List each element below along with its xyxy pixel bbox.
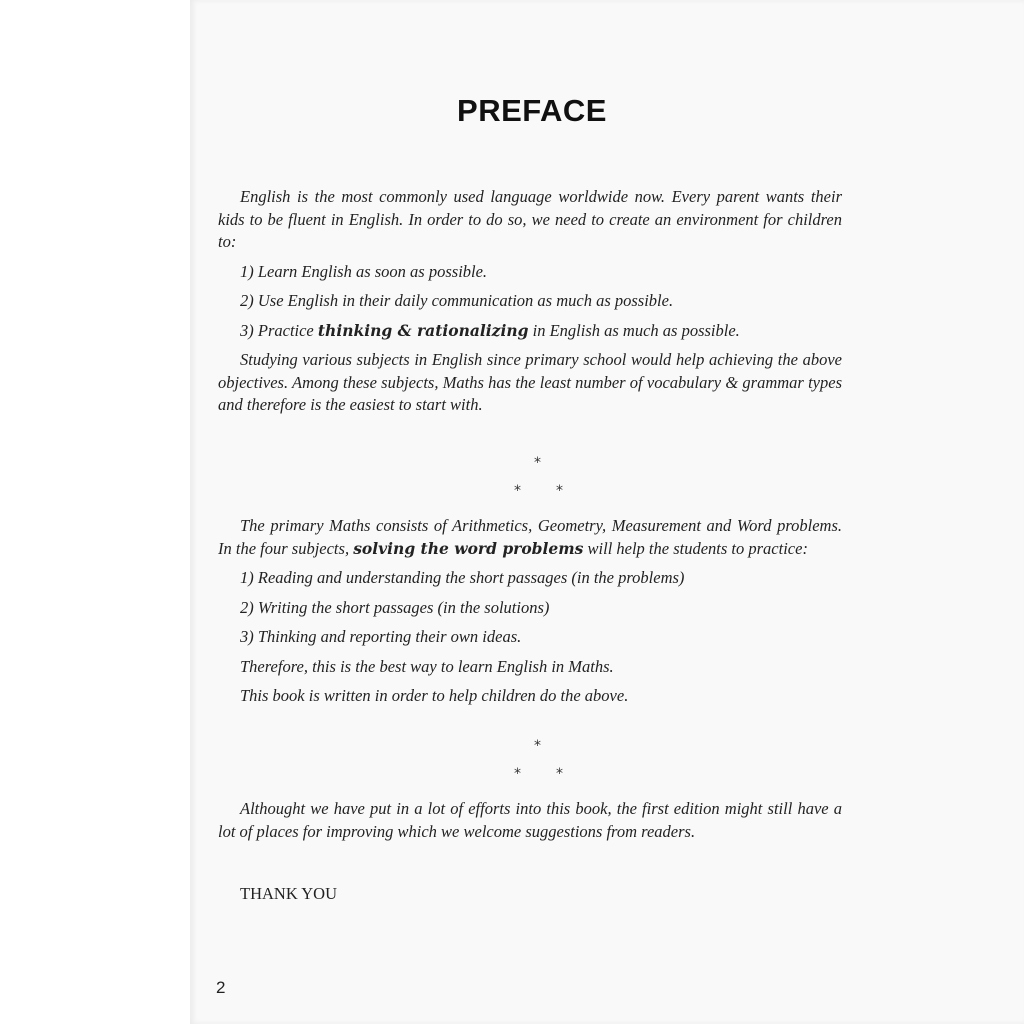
- list2-item-3: 3) Thinking and reporting their own ideas.: [240, 627, 522, 646]
- paragraph-3: The primary Maths consists of Arithmetics, Geometry, Measurement and Word problems. In the four subjects, solving the word problems will help the students to practice:: [218, 516, 842, 558]
- section-separator-2: * * *: [514, 738, 563, 782]
- list1-item-2: 2) Use English in their daily communication as much as possible.: [240, 291, 674, 310]
- paragraph-6: Althought we have put in a lot of efforts into this book, the first edition might still have a lot of places for improving which we welcome suggestions from readers.: [218, 799, 842, 841]
- paragraph-4: Therefore, this is the best way to learn English in Maths.: [240, 656, 614, 676]
- section-separator-1: * * *: [514, 455, 563, 499]
- paragraph-2: Studying various subjects in English since primary school would help achieving the above objectives. Among these subjects, Maths has the least number of vocabulary & grammar types and therefore is the easiest to start with.: [218, 350, 842, 414]
- preface-section-3: [218, 798, 842, 843]
- intro-paragraph: English is the most commonly used language worldwide now. Every parent wants their kids to be fluent in English. In order to do so, we need to create an environment for children to:: [218, 187, 842, 251]
- list1-item-1: 1) Learn English as soon as possible.: [240, 261, 488, 281]
- book-page: [190, 0, 1024, 1024]
- preface-section-1: [218, 186, 842, 417]
- list2-item-1: 1) Reading and understanding the short passages (in the problems): [240, 568, 685, 587]
- page-title: PREFACE: [457, 93, 607, 128]
- list1-item-3: 3) Practice thinking & rationalizing in English as much as possible.: [240, 320, 740, 340]
- list2-item-2: 2) Writing the short passages (in the solutions): [240, 597, 550, 617]
- preface-section-2: [218, 515, 842, 708]
- closing-text: THANK YOU: [240, 884, 338, 903]
- page-number: 2: [216, 978, 226, 997]
- paragraph-5: This book is written in order to help children do the above.: [240, 686, 629, 705]
